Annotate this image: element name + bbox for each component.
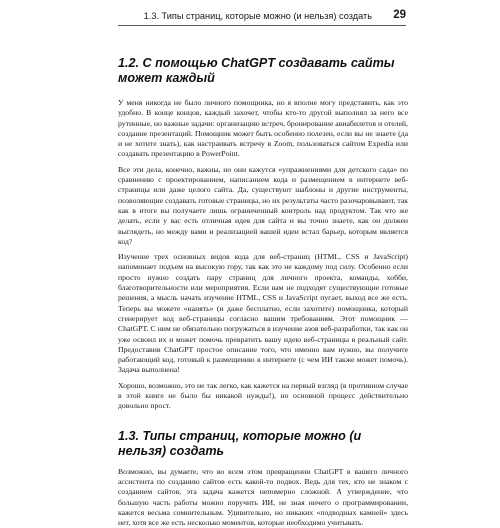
paragraph: У меня никогда не было личного помощника, но я вполне могу представить, как это удобно. В конце концов, каждый захочет, чтобы кто-то другой выполнял за него все рутинные, но важные задачи: организацию встреч, бронирование авиабилетов и отелей, создание презентаций. Помощник может быть особенно полезен, если вы не знаете (да и не хотите знать), как настраивать встречу в Zoom, пользоваться сайтом Expedia или создавать презентацию в PowerPoint.	[118, 98, 408, 159]
section-heading-1-2	[118, 56, 408, 86]
paragraph: Хорошо, возможно, это не так легко, как кажется на первый взгляд (в противном случае в этой книге не было бы никакой нужды!), но основной процесс действительно довольно прост.	[118, 380, 408, 411]
paragraph: Изучение трех основных видов кода для веб-страниц (HTML, CSS и JavaScript) напоминает подъем на высокую гору, так как это не каждому под силу. Особенно если просто нужно создать пару страниц для личного проекта, команды, хобби, благотворительности или мероприятия. Если вам не подходят существующие готовые решения, а мысль начать изучение HTML, CSS и JavaScript пугает, выход все же есть. Теперь вы можете «нанять» (и даже бесплатно, если захотите) помощника, который сгенерирует код веб-страницы согласно вашим требованиям. Этот помощник — ChatGPT. С ним не обязательно погружаться в изучение азов веб-разработки, так как он уже освоил их и может помочь превратить вашу идею веб-страницы в реальный сайт. Предоставив ChatGPT простое описание того, что именно вам нужно, вы получите работающий код, готовый к размещению в интернете (с чем ИИ также может помочь). Задача выполнена!	[118, 252, 408, 375]
page-content	[118, 56, 408, 528]
paragraph: Возможно, вы думаете, что во всем этом превращении ChatGPT в вашего личного ассистента по созданию сайтов есть какой-то подвох. Ведь для тех, кто не знаком с созданием сайтов, эта задача кажется непомерно сложной. А утверждение, что большую часть работы можно поручить ИИ, не зная ничего о программировании, кажется весьма сомнительным. Удивительно, но никаких «подводных камней» здесь нет, хотя все же есть несколько моментов, которые необходимо учитывать.	[118, 466, 408, 528]
running-title: 1.3. Типы страниц, которые можно (и нельзя) создать	[143, 11, 372, 21]
header-rule	[118, 25, 406, 26]
running-header	[118, 9, 406, 25]
section-heading-line-1: 1.2. С помощью ChatGPT создавать сайты	[118, 56, 395, 70]
section-heading-1-3: 1.3. Типы страниц, которые можно (и нельзя) создать	[118, 428, 362, 458]
paragraph: Все эти дела, конечно, важны, но они кажутся «упражнениями для детского сада» по сравнению с проектированием, написанием кода и размещением в интернете веб-страницы или даже целого сайта. Да, существуют шаблоны и другие инструменты, позволяющие создавать готовые страницы, но их результаты часто разочаровывают, так как в итоге вы получаете лишь ограниченный контроль над продуктом. Так что же делать, если у вас есть отличная идея для сайта и вы точно знаете, как он должен выглядеть, но между вами и реализацией вашей идеи встал барьер, которым является код?	[118, 164, 408, 246]
section-heading-line-2: может каждый	[118, 71, 215, 85]
page-number: 29	[393, 9, 406, 21]
